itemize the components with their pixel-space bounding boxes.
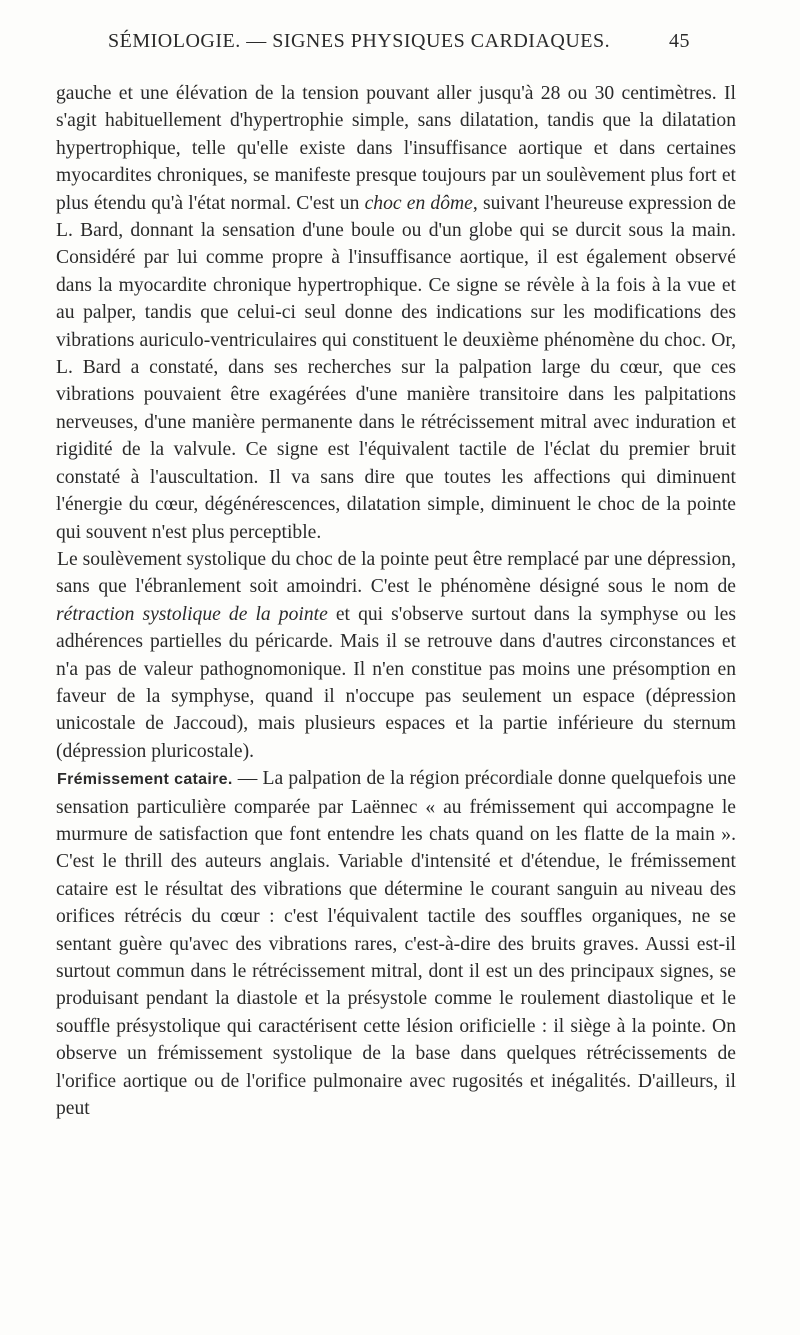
body-text — [56, 80, 736, 1122]
text-run: , suivant l'heureuse expression de L. Bard, donnant la sensation d'une boule ou d'un globe qui se durcit sous la main. Considéré par lui comme propre à l'insuffisance aortique, il est également observé dans la myocardite chronique hypertrophique. Ce signe se révèle à la fois à la vue et au palper, tandis que celui-ci seul donne des indications sur les modifications des vibrations auriculo-ventriculaires qui constituent le deuxième phénomène du choc. Or, L. Bard a constaté, dans ses recherches sur la palpation large du cœur, que ces vibrations pouvaient être exagérées d'une manière transitoire dans les palpitations nerveuses, d'une manière permanente dans le rétrécissement mitral avec induration et rigidité de la valvule. Ce signe est l'équivalent tactile de l'éclat du premier bruit constaté à l'auscultation. Il va sans dire que toutes les affections qui diminuent l'énergie du cœur, dégénérescences, dilatation simple, diminuent le choc de la pointe qui souvent n'est plus perceptible. — [56, 192, 736, 543]
text-run: gauche et une élévation de la tension pouvant aller jusqu'à 28 ou 30 centimètres. Il s'agit habituellement d'hypertrophie simple, sans dilatation, tandis que la dilatation hypertrophique, telle qu'elle existe dans l'insuffisance aortique et dans certaines myocardites chroniques, se manifeste presque toujours par un soulèvement plus fort et plus étendu qu'à l'état normal. C'est un — [56, 83, 736, 214]
italic-term-retraction-systolique: rétraction systolique de la pointe — [56, 603, 328, 625]
section-heading: Frémissement cataire. — [57, 771, 233, 789]
italic-term-choc-en-dome: choc en dôme — [364, 192, 473, 214]
running-header — [108, 30, 690, 56]
paragraph-apex-beat — [56, 80, 736, 546]
paragraph-fremissement-cataire — [56, 765, 736, 1122]
text-run: et qui s'observe surtout dans la symphyse ou les adhérences partielles du péricarde. Mais il se retrouve dans d'autres circonstances et n'a pas de valeur pathognomonique. Il n'en constitue pas moins une présomption en faveur de la symphyse, quand il n'occupe pas seulement un espace (dépression unicostale de Jaccoud), mais plusieurs espaces et la partie inférieure du sternum (dépression pluricostale). — [56, 603, 736, 762]
running-title: SÉMIOLOGIE. — SIGNES PHYSIQUES CARDIAQUES. — [108, 30, 611, 52]
text-run: — La palpation de la région précordiale donne quelquefois une sensation particulière comparée par Laënnec « au frémissement qui accompagne le murmure de satisfaction que font entendre les chats quand on les flatte de la main ». C'est le thrill des auteurs anglais. Variable d'intensité et d'étendue, le frémissement cataire est le résultat des vibrations que détermine le courant sanguin au niveau des orifices rétrécis du cœur : c'est l'équivalent tactile des souffles organiques, ne se sentant guère qu'avec des vibrations rares, c'est-à-dire des bruits graves. Aussi est-il surtout commun dans le rétrécissement mitral, dont il est un des principaux signes, se produisant pendant la diastole et la présystole comme le roulement diastolique et le souffle présystolique qui caractérisent cette lésion orificielle : il siège à la pointe. On observe un frémissement systolique de la base dans quelques rétrécissements de l'orifice aortique ou de l'orifice pulmonaire avec rugosités et inégalités. D'ailleurs, il peut — [56, 768, 736, 1120]
paragraph-systolic-retraction — [56, 546, 736, 765]
page-number: 45 — [669, 30, 690, 52]
text-run: Le soulèvement systolique du choc de la pointe peut être remplacé par une dépression, sans que l'ébranlement soit amoindri. C'est le phénomène désigné sous le nom de — [56, 548, 736, 598]
